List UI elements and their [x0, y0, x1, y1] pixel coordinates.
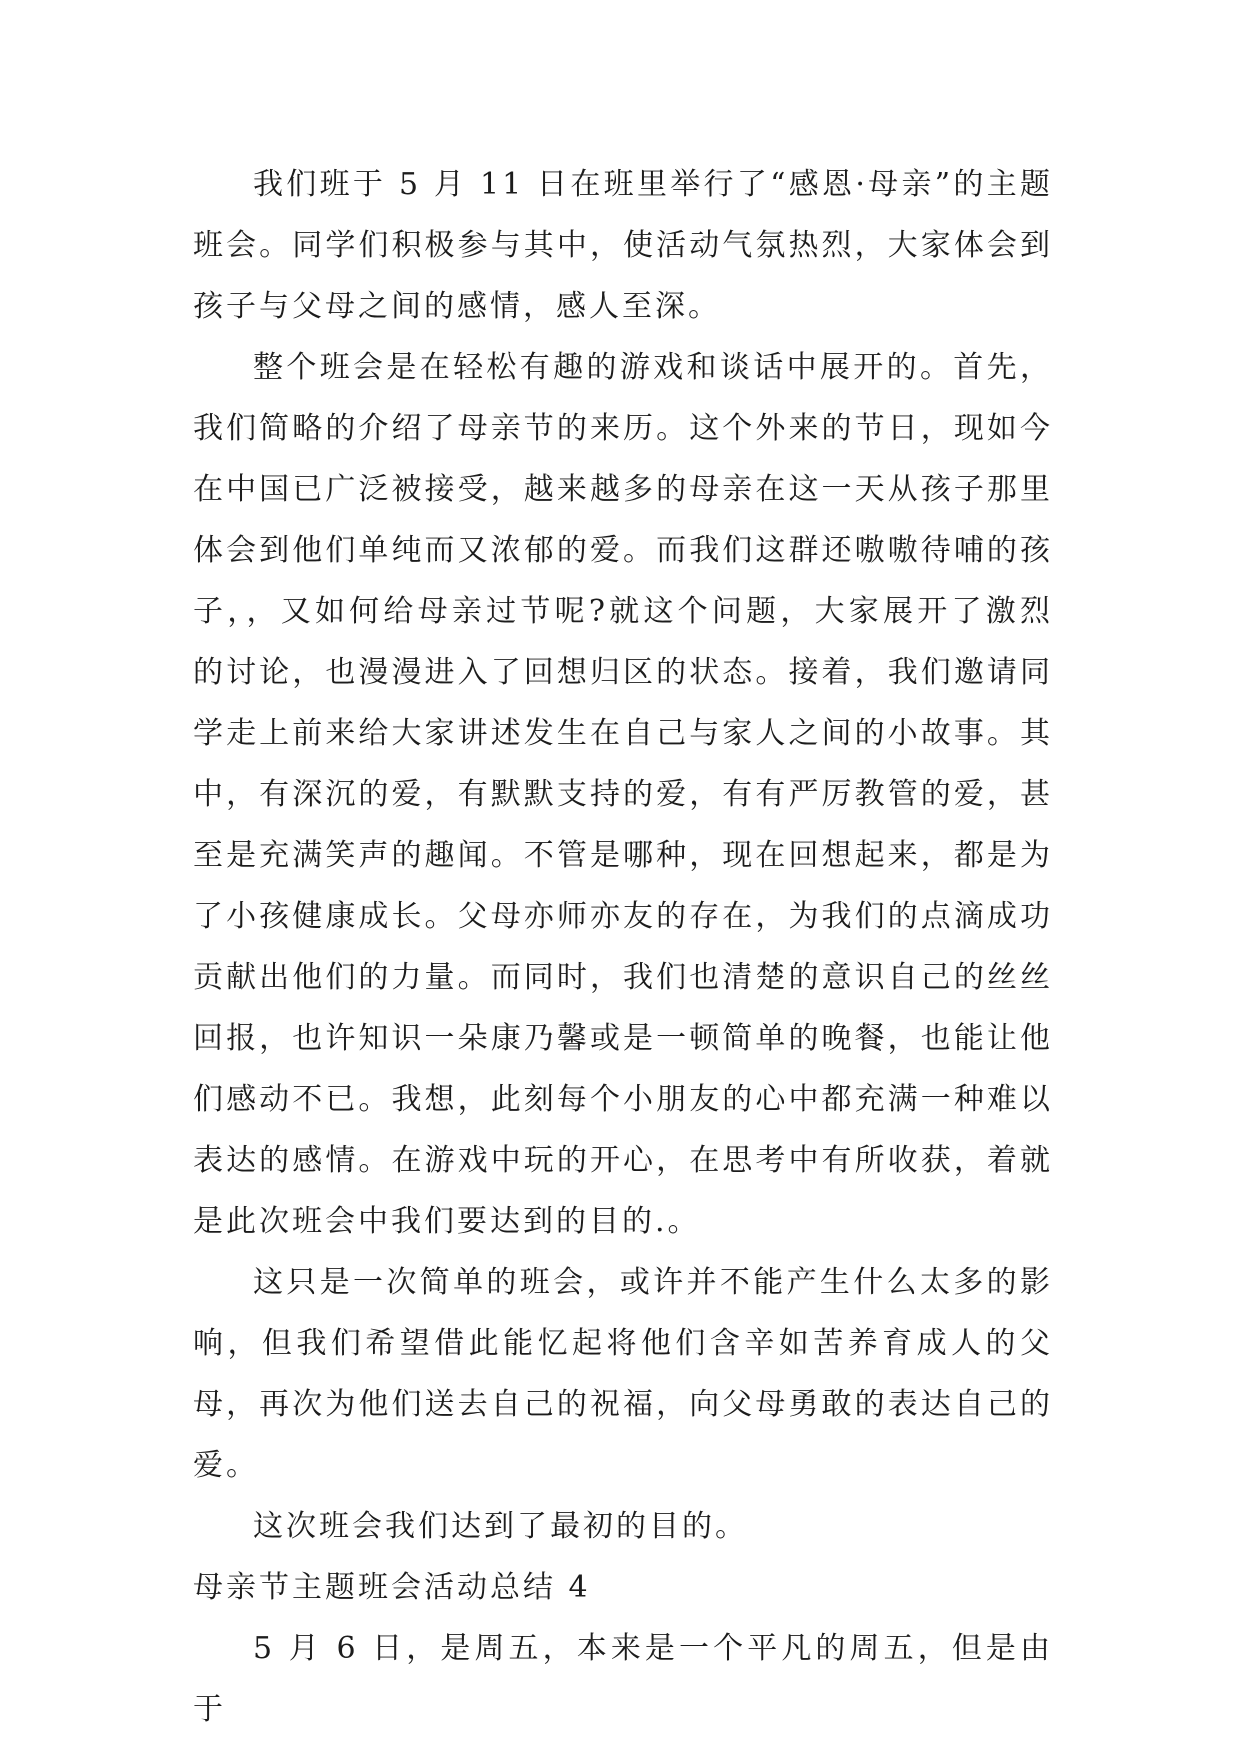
section-heading: 母亲节主题班会活动总结 4 — [193, 1570, 591, 1605]
paragraph-next-section: 5 月 6 日，是周五，本来是一个平凡的周五，但是由于 — [193, 1631, 1053, 1727]
document-body — [193, 154, 1053, 1740]
paragraph-reflection: 这只是一次简单的班会，或许并不能产生什么太多的影响，但我们希望借此能忆起将他们含辛如苦养育成人的父母，再次为他们送去自己的祝福，向父母勇敢的表达自己的爱。 — [193, 1265, 1053, 1483]
paragraph-activity: 整个班会是在轻松有趣的游戏和谈话中展开的。首先，我们简略的介绍了母亲节的来历。这个外来的节日，现如今在中国已广泛被接受，越来越多的母亲在这一天从孩子那里体会到他们单纯而又浓郁的爱。而我们这群还嗷嗷待哺的孩子，，又如何给母亲过节呢?就这个问题，大家展开了激烈的讨论，也漫漫进入了回想归区的状态。接着，我们邀请同学走上前来给大家讲述发生在自己与家人之间的小故事。其中，有深沉的爱，有默默支持的爱，有有严厉教管的爱，甚至是充满笑声的趣闻。不管是哪种，现在回想起来，都是为了小孩健康成长。父母亦师亦友的存在，为我们的点滴成功贡献出他们的力量。而同时，我们也清楚的意识自己的丝丝回报，也许知识一朵康乃馨或是一顿简单的晚餐，也能让他们感动不已。我想，此刻每个小朋友的心中都充满一种难以表达的感情。在游戏中玩的开心，在思考中有所收获，着就是此次班会中我们要达到的目的.。 — [193, 350, 1053, 1239]
paragraph-intro: 我们班于 5 月 11 日在班里举行了“感恩·母亲”的主题班会。同学们积极参与其中，使活动气氛热烈，大家体会到孩子与父母之间的感情，感人至深。 — [193, 167, 1053, 324]
paragraph-conclusion: 这次班会我们达到了最初的目的。 — [253, 1509, 748, 1544]
